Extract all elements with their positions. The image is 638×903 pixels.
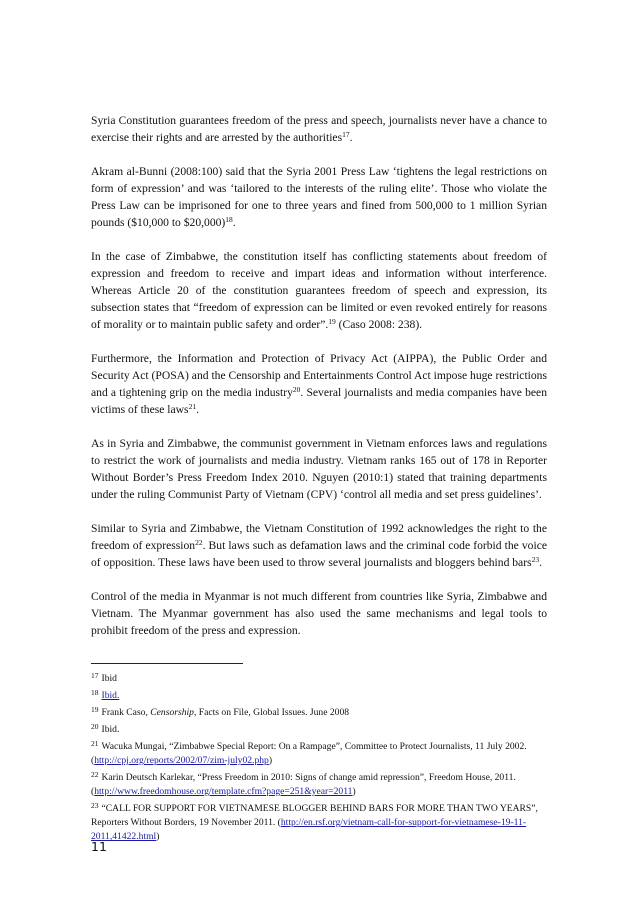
page-number: 11	[91, 839, 107, 854]
paragraph-syria-press-law: Akram al-Bunni (2008:100) said that the Syria 2001 Press Law ‘tightens the legal restrictions on form of expression’ and was ‘tailored to the interests of the ruling elite’. Those who violate the Press Law can be imprisoned for one to three years and fined from 500,000 to 1 million Syrian pounds ($10,000 to $20,000)$^{18}$.	[91, 165, 547, 229]
footnotes	[91, 672, 547, 844]
footnote-ref[interactable]: 20	[292, 385, 301, 394]
footnote-link[interactable]: http://en.rsf.org/vietnam-call-for-support-for-vietnamese-19-11-2011,41422.html	[91, 817, 527, 842]
footnote-ref[interactable]: 22	[195, 538, 203, 547]
paragraph-myanmar: Control of the media in Myanmar is not much different from countries like Syria, Zimbabwe and Vietnam. The Myanmar government has also used the same mechanisms and legal tools to prohibit freedom of the press and expression.	[91, 590, 547, 637]
footnote-17: $^{17}$ Ibid	[91, 671, 117, 684]
footnote-20: $^{20}$ Ibid.	[91, 722, 120, 735]
footnote-23: $^{23}$ “CALL FOR SUPPORT FOR VIETNAMESE BLOGGER BEHIND BARS FOR MORE THAN TWO YEARS”, Reporters Without Borders, 19 November 2011. (http://en.rsf.org/vietnam-call-for-support-for-vietnamese-19-11-2011,41422.html)	[91, 801, 538, 842]
paragraph-syria-constitution: Syria Constitution guarantees freedom of the press and speech, journalists never have a chance to exercise their rights and are arrested by the authorities$^{17}$.	[91, 114, 547, 144]
footnote-link[interactable]: Ibid.	[101, 690, 120, 701]
footnote-ref[interactable]: 21	[188, 402, 197, 411]
footnote-ref[interactable]: 19	[328, 317, 336, 326]
paragraph-vietnam-laws: As in Syria and Zimbabwe, the communist government in Vietnam enforces laws and regulations to restrict the work of journalists and media industry. Vietnam ranks 165 out of 178 in Reporter Without Border’s Press Freedom Index 2010. Nguyen (2010:1) stated that training departments under the ruling Communist Party of Vietnam (CPV) ‘control all media and set press guidelines’.	[91, 437, 547, 501]
footnote-link[interactable]: http://www.freedomhouse.org/template.cfm?page=251&year=2011	[94, 786, 353, 797]
paragraph-zimbabwe-acts: Furthermore, the Information and Protection of Privacy Act (AIPPA), the Public Order and Security Act (POSA) and the Censorship and Entertainments Control Act impose huge restrictions and a tightening grip on the media industry$^{20}$. Several journalists and media companies have been victims of these laws$^{21}$.	[91, 352, 547, 416]
footnote-21: $^{21}$ Wacuka Mungai, “Zimbabwe Special Report: On a Rampage”, Committee to Protect Journalists, 11 July 2002. (http://cpj.org/reports/2002/07/zim-july02.php)	[91, 739, 527, 766]
footnote-22: $^{22}$ Karin Deutsch Karlekar, “Press Freedom in 2010: Signs of change amid repression”, Freedom House, 2011. (http://www.freedomhouse.org/template.cfm?page=251&year=2011)	[91, 770, 516, 797]
footnote-ref[interactable]: 18	[225, 215, 233, 224]
footnote-ref[interactable]: 17	[342, 130, 350, 139]
document-page	[91, 112, 547, 847]
paragraph-zimbabwe-constitution: In the case of Zimbabwe, the constitution itself has conflicting statements about freedom of expression and freedom to receive and impart ideas and information without interference. Whereas Article 20 of the constitution guarantees freedom of speech and expression, its subsection states that “freedom of expression can be limited or even revoked entirely for reasons of morality or to maintain public safety and order”.$^{19}$ (Caso 2008: 238).	[91, 250, 547, 331]
paragraph-vietnam-constitution: Similar to Syria and Zimbabwe, the Vietnam Constitution of 1992 acknowledges the right to the freedom of expression$^{22}$. But laws such as defamation laws and the criminal code forbid the voice of opposition. These laws have been used to throw several journalists and bloggers behind bars$^{23}$.	[91, 522, 547, 569]
footnote-separator	[91, 663, 243, 664]
footnote-18: $^{18}$ Ibid.	[91, 688, 120, 701]
footnote-link[interactable]: http://cpj.org/reports/2002/07/zim-july02.php	[94, 755, 269, 766]
footnote-19: $^{19}$ Frank Caso, Censorship, Facts on File, Global Issues. June 2008	[91, 705, 350, 718]
footnote-ref[interactable]: 23	[531, 555, 540, 564]
